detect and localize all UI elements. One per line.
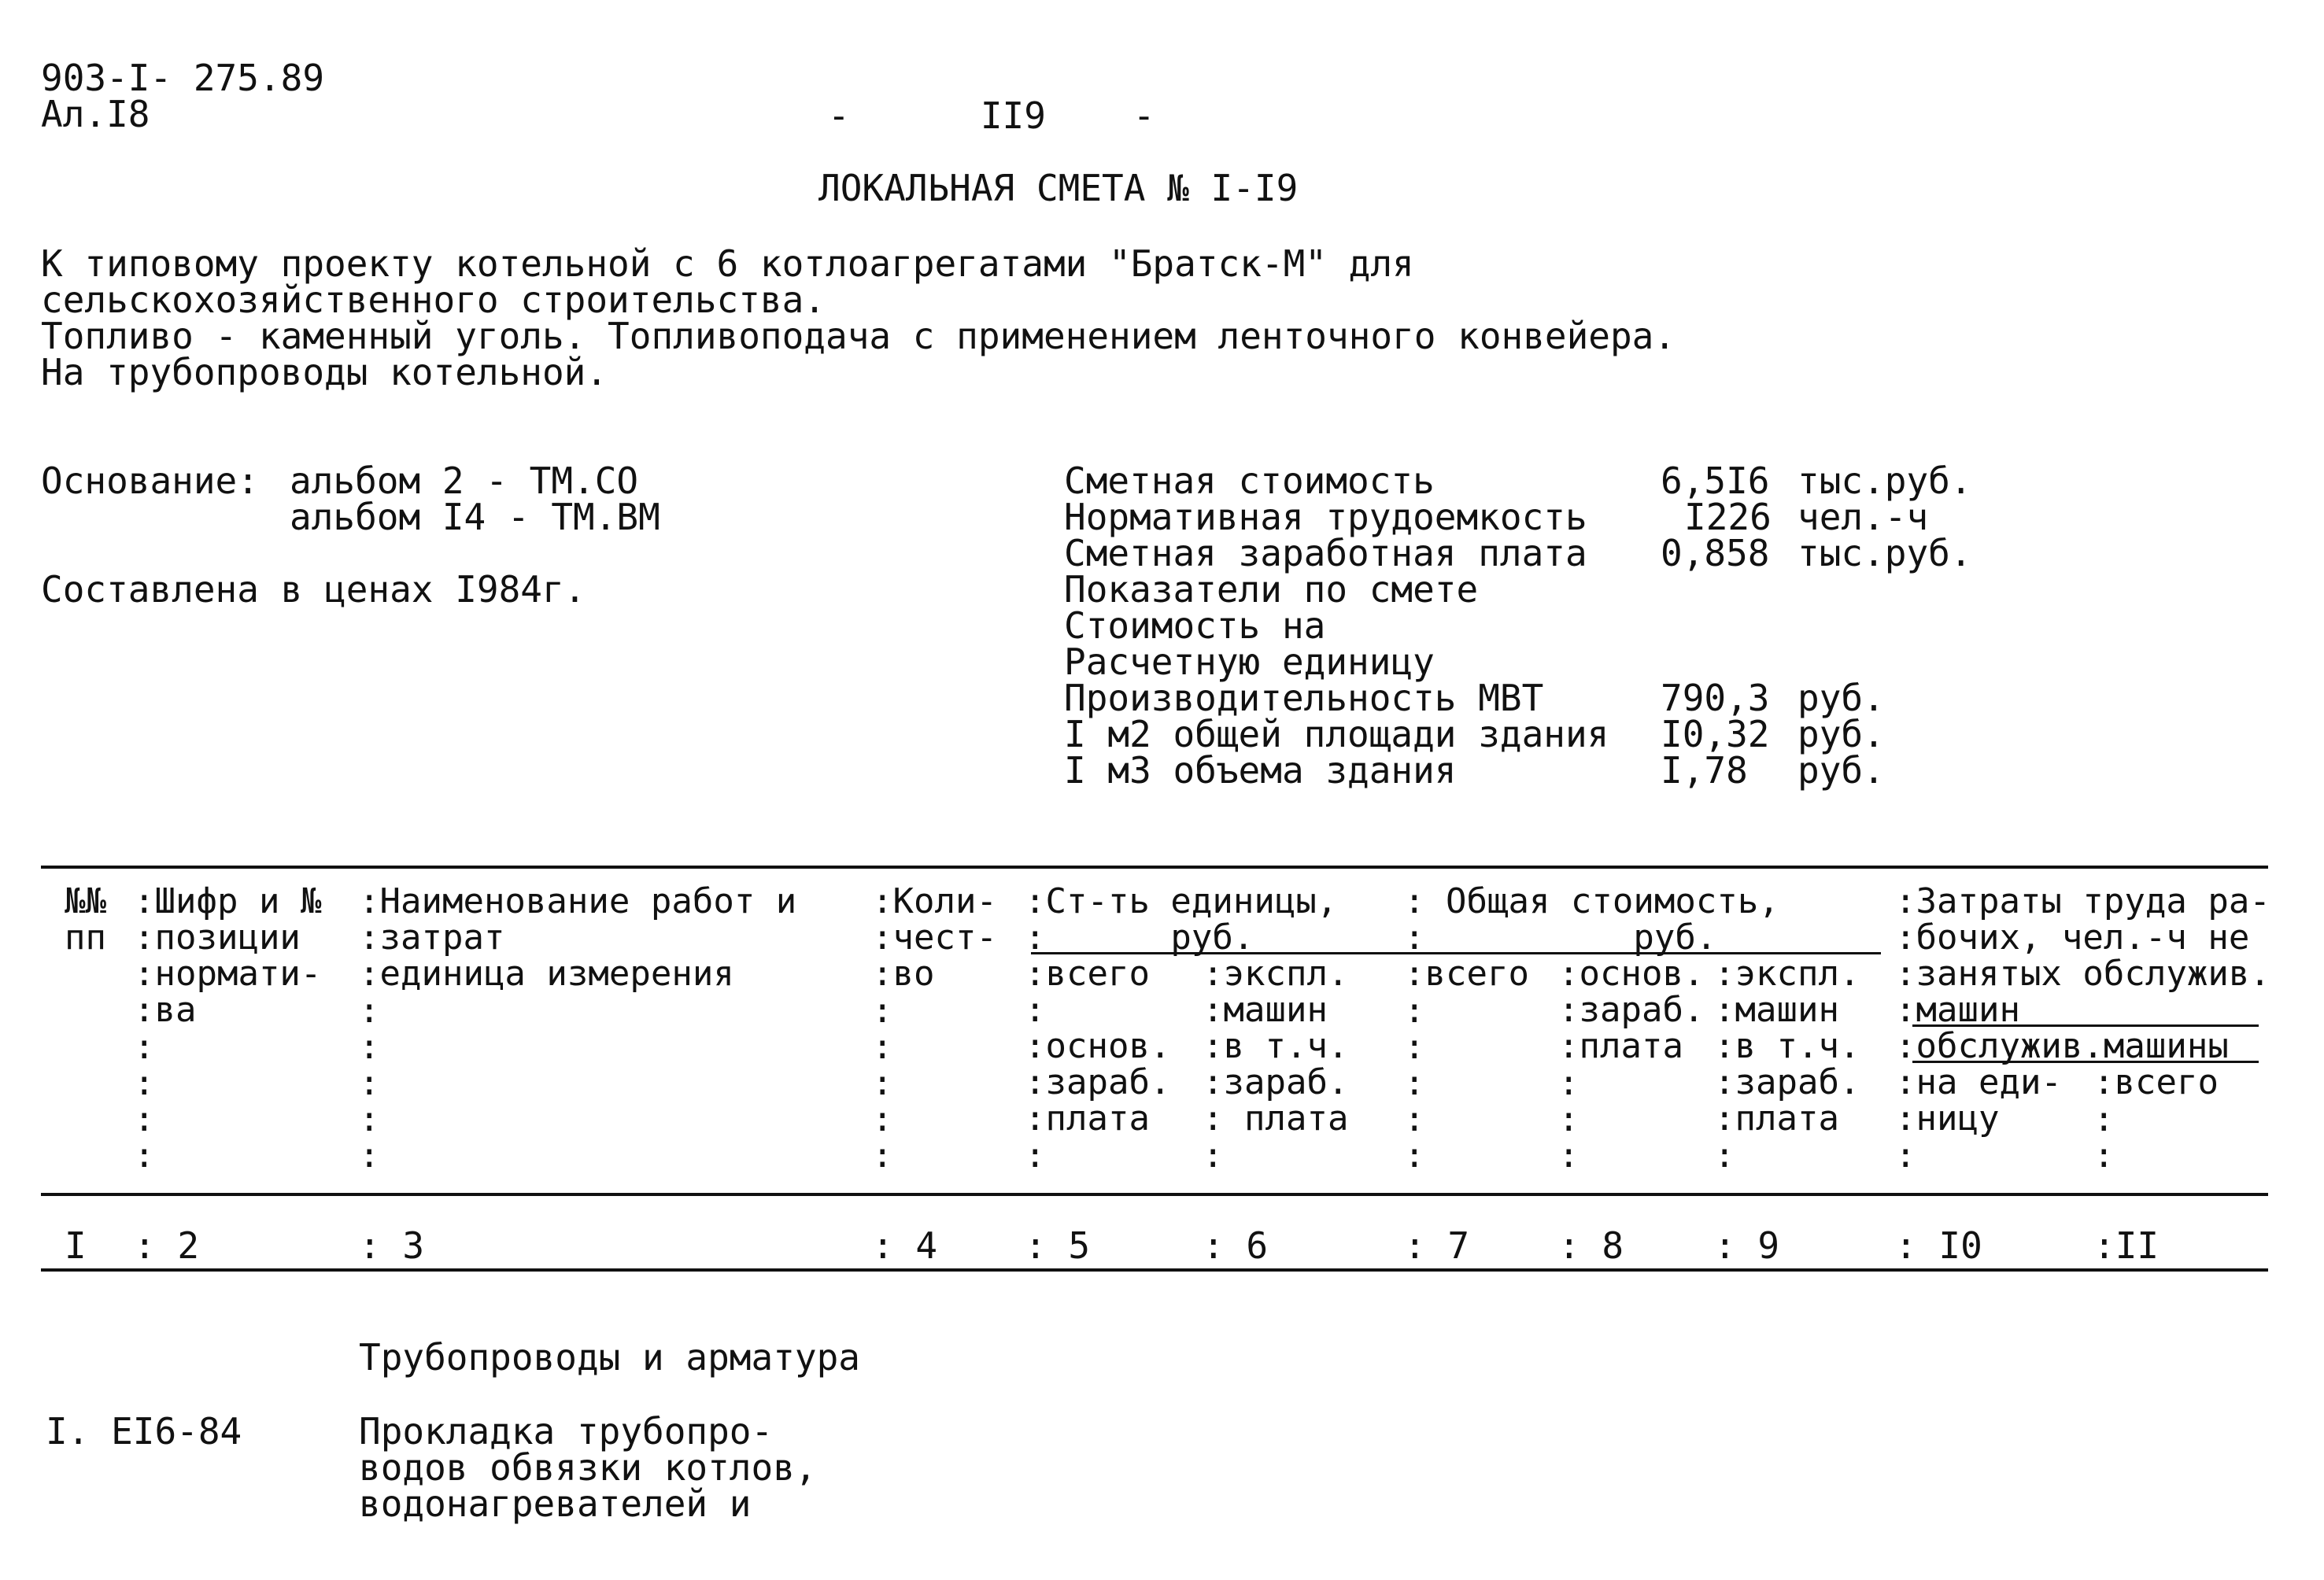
description-line: На трубопроводы котельной. [41, 351, 608, 393]
column-divider: : [1714, 1135, 1735, 1176]
indicator-value: I0,32 [1661, 713, 1770, 755]
indicator-label: Сметная заработная плата [1064, 532, 1587, 574]
header-col-8-line: :плата [1558, 1026, 1683, 1066]
column-divider: : [1895, 1135, 1916, 1176]
column-divider: : [1025, 1135, 1046, 1176]
indicator-label: Показатели по смете [1064, 568, 1479, 611]
column-number: :II [2093, 1224, 2160, 1267]
header-col-6-line: :машин [1203, 990, 1328, 1030]
document-title: ЛОКАЛЬНАЯ СМЕТА № I-I9 [818, 167, 1299, 209]
column-number: : 3 [359, 1224, 425, 1267]
section-title: Трубопроводы и арматура [359, 1336, 860, 1379]
header-col-2-line: :нормати- [134, 954, 322, 994]
header-labor-costs: :машин [1895, 990, 2020, 1030]
indicator-value: 790,3 [1661, 677, 1770, 719]
column-number: : 8 [1558, 1224, 1624, 1267]
header-col-9-line: :зараб. [1714, 1062, 1860, 1102]
header-col-8-line: :зараб. [1558, 990, 1705, 1030]
header-col-4-line: :Коли- [872, 881, 997, 921]
header-unit-cost: : руб. [1025, 917, 1254, 958]
header-unit-cost: :Ст-ть единицы, [1025, 881, 1338, 921]
description-line: К типовому проекту котельной с 6 котлоагрегатами "Братск-М" для [41, 242, 1414, 285]
sheet-number: Ал.I8 [41, 93, 150, 135]
indicator-label: Производительность МВТ [1064, 677, 1544, 719]
item-text-line: водонагревателей и [359, 1482, 752, 1525]
column-divider: : : [2093, 1099, 2115, 1176]
header-col-10-line: :на еди- [1895, 1062, 2062, 1102]
description-line: Топливо - каменный уголь. Топливоподача с применением ленточного конвейера. [41, 315, 1676, 357]
column-number: : 6 [1203, 1224, 1269, 1267]
indicator-unit: руб. [1797, 749, 1885, 792]
header-col-5-line: : [1025, 990, 1046, 1030]
column-divider: : : : : : [1404, 991, 1425, 1176]
header-col-6-line: :экспл. [1203, 954, 1349, 994]
header-col-3-line: :затрат [359, 917, 505, 958]
column-number: : 7 [1404, 1224, 1470, 1267]
header-col-5-line: :зараб. [1025, 1062, 1171, 1102]
header-labor-costs: :занятых обслужив. [1895, 954, 2270, 994]
column-divider: : [1203, 1135, 1224, 1176]
prices-note: Составлена в ценах I984г. [41, 568, 586, 611]
document-code: 903-I- 275.89 [41, 57, 325, 99]
column-number: : 9 [1714, 1224, 1780, 1267]
header-col-10-line: :ницу [1895, 1098, 2000, 1139]
indicator-value: 0,858 [1661, 532, 1770, 574]
header-col-6-line: : плата [1203, 1098, 1349, 1139]
header-col-9-line: :экспл. [1714, 954, 1860, 994]
column-divider: : : : : : [872, 991, 893, 1176]
indicator-unit: руб. [1797, 677, 1885, 719]
column-number: : 4 [872, 1224, 938, 1267]
column-number: : 5 [1025, 1224, 1091, 1267]
basis-label: Основание: [41, 460, 259, 502]
header-col-9-line: :плата [1714, 1098, 1839, 1139]
header-col-4-line: :во [872, 954, 935, 994]
basis-line: альбом I4 - ТМ.ВМ [290, 496, 660, 538]
header-col-4-line: :чест- [872, 917, 997, 958]
header-col-3-line: :Наименование работ и [359, 881, 797, 921]
header-col-6-line: :в т.ч. [1203, 1026, 1349, 1066]
basis-line: альбом 2 - ТМ.СО [290, 460, 639, 502]
header-col-1-line: №№ [65, 881, 106, 921]
header-col-5-line: :всего [1025, 954, 1150, 994]
column-divider: : : : : : [359, 991, 380, 1176]
column-number: : I0 [1895, 1224, 1982, 1267]
indicator-value: I226 [1684, 496, 1772, 538]
indicator-value: 6,5I6 [1661, 460, 1770, 502]
item-text-line: Прокладка трубопро- [359, 1410, 774, 1453]
item-text-line: водов обвязки котлов, [359, 1446, 817, 1489]
indicator-unit: тыс.руб. [1797, 460, 1972, 502]
header-col-6-line: :зараб. [1203, 1062, 1349, 1102]
indicator-label: Сметная стоимость [1064, 460, 1435, 502]
page-number: - II9 - [828, 94, 1155, 137]
column-number: I [65, 1224, 87, 1267]
header-col-1-line: пп [65, 917, 106, 958]
header-col-2-line: :ва [134, 990, 197, 1030]
indicator-label: I м3 объема здания [1064, 749, 1457, 792]
header-col-9-line: :в т.ч. [1714, 1026, 1860, 1066]
header-total-cost: : Общая стоимость, [1404, 881, 1779, 921]
header-machine-service: :обслужив.машины [1895, 1026, 2229, 1066]
indicator-unit: тыс.руб. [1797, 532, 1972, 574]
header-col-3-line: :единица измерения [359, 954, 734, 994]
column-number: : 2 [134, 1224, 200, 1267]
header-col-2-line: :Шифр и № [134, 881, 322, 921]
column-numbers-bottom-rule [41, 1268, 2268, 1272]
table-top-rule [41, 866, 2268, 869]
indicator-label: I м2 общей площади здания [1064, 713, 1609, 755]
column-divider: : : : : [134, 1027, 155, 1176]
header-total-cost: : руб. [1404, 917, 1717, 958]
header-col-5-line: :основ. [1025, 1026, 1171, 1066]
indicator-unit: руб. [1797, 713, 1885, 755]
indicator-label: Нормативная трудоемкость [1064, 496, 1587, 538]
header-col-8-line: :основ. [1558, 954, 1705, 994]
column-divider: : : : [1558, 1063, 1580, 1176]
header-col-9-line: :машин [1714, 990, 1839, 1030]
header-col-2-line: :позиции [134, 917, 301, 958]
header-col-7-line: :всего [1404, 954, 1529, 994]
header-bottom-rule [41, 1193, 2268, 1196]
indicator-unit: чел.-ч [1797, 496, 1929, 538]
header-labor-costs: :Затраты труда ра- [1895, 881, 2270, 921]
header-labor-costs: :бочих, чел.-ч не [1895, 917, 2250, 958]
header-col-5-line: :плата [1025, 1098, 1150, 1139]
indicator-value: I,78 [1661, 749, 1748, 792]
item-number: I. EI6-84 [46, 1410, 242, 1453]
header-col-11-line: :всего [2093, 1062, 2219, 1102]
indicator-label: Расчетную единицу [1064, 640, 1435, 683]
indicator-label: Стоимость на [1064, 604, 1326, 647]
description-line: сельскохозяйственного строительства. [41, 279, 826, 321]
